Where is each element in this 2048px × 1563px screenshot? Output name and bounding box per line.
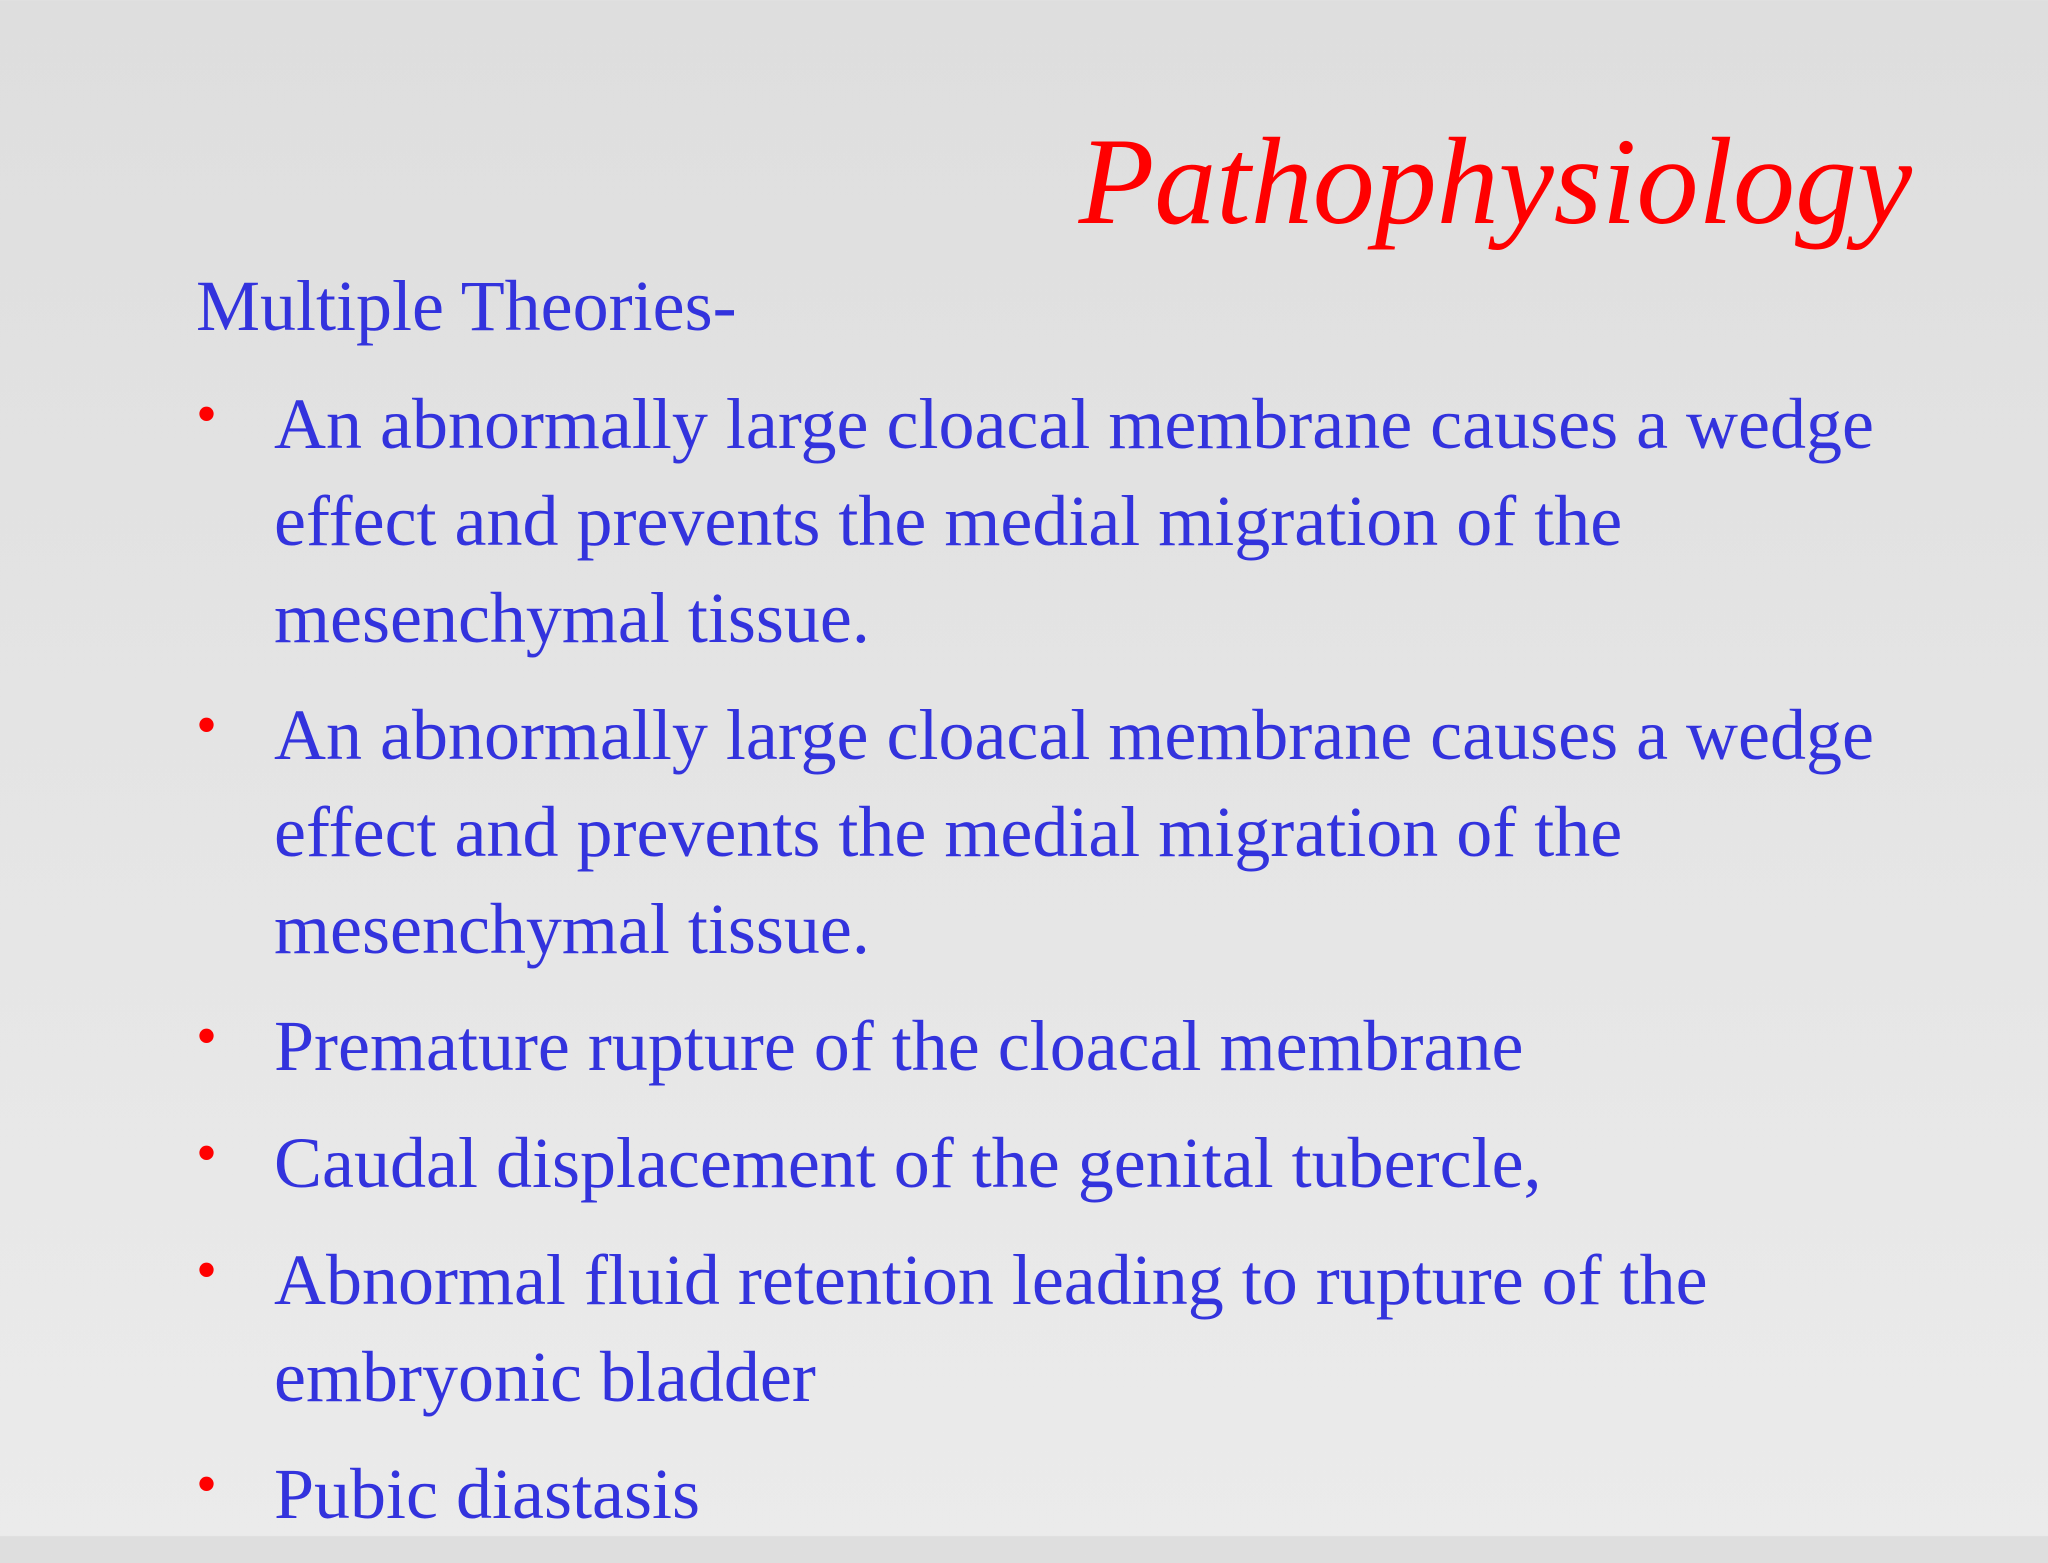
bullet-text: An abnormally large cloacal membrane causes a wedge effect and prevents the medial migration of the mesenchymal tissue. (274, 384, 1874, 658)
bullet-icon: • (196, 381, 218, 447)
bullet-icon: • (196, 692, 218, 758)
slide-subtitle: Multiple Theories- (196, 266, 737, 346)
bullet-item (196, 376, 1936, 667)
bullet-item (196, 687, 1936, 978)
bullet-text: Caudal displacement of the genital tubercle, (274, 1123, 1542, 1203)
bullet-text: Pubic diastasis (274, 1454, 700, 1534)
bullet-text: Abnormal fluid retention leading to rupture of the embryonic bladder (274, 1240, 1708, 1417)
bullet-item (196, 998, 1936, 1095)
bullet-list (196, 376, 1936, 1563)
bullet-icon: • (196, 1237, 218, 1303)
bullet-item (196, 1446, 1936, 1543)
bullet-text: Premature rupture of the cloacal membrane (274, 1006, 1524, 1086)
slide-title: Pathophysiology (1078, 113, 1912, 250)
bullet-icon: • (196, 1451, 218, 1517)
bullet-text: An abnormally large cloacal membrane causes a wedge effect and prevents the medial migration of the mesenchymal tissue. (274, 695, 1874, 969)
bullet-item (196, 1232, 1936, 1426)
bullet-item (196, 1115, 1936, 1212)
bullet-icon: • (196, 1120, 218, 1186)
bullet-icon: • (196, 1003, 218, 1069)
